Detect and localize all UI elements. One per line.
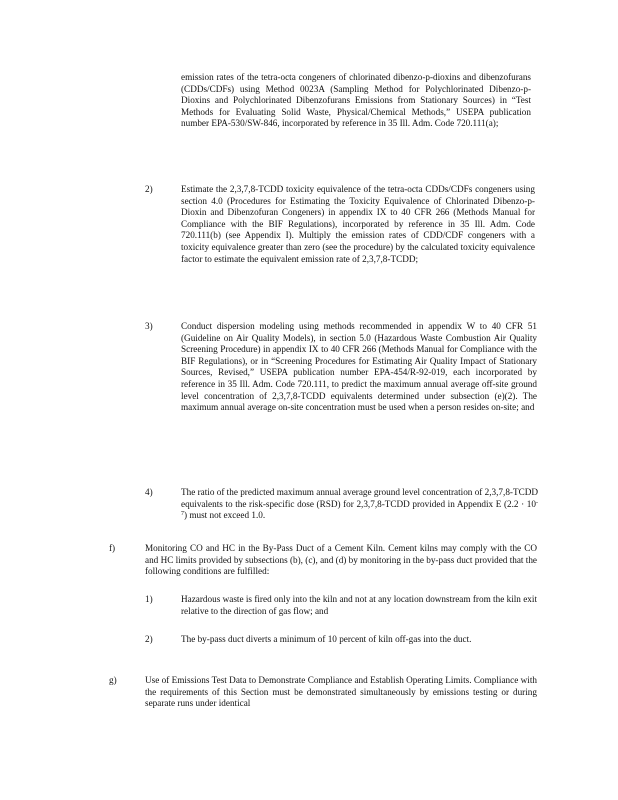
item-2-text: Estimate the 2,3,7,8-TCDD toxicity equivalence of the tetra-octa CDDs/CDFs congeners using section 4.0 (Procedures for Estimating the Toxicity Equivalence of Chlorinated Dibenzo-p-Dioxin and Dibenzofuran Congeners) in appendix IX to 40 CFR 266 (Methods Manual for Compliance with the BIF Regulations), incorporated by reference in 35 Ill. Adm. Code 720.111(b) (see Appendix I). Multiply the emission rates of CDD/CDF congeners with a toxicity equivalence greater than zero (see the procedure) by the calculated toxicity equivalence factor to estimate the equivalent emission rate of 2,3,7,8-TCDD; [181,184,535,264]
item-4-paragraph [181,487,538,522]
item-4-text-after: ) must not exceed 1.0. [184,510,266,521]
section-f-item-1-text: Hazardous waste is fired only into the kiln and not at any location downstream from the kiln exit relative to the direction of gas flow; and [181,594,537,616]
item-3-text: Conduct dispersion modeling using methods recommended in appendix W to 40 CFR 51 (Guideline on Air Quality Models), in section 5.0 (Hazardous Waste Combustion Air Quality Screening Procedure) in appendix IX to 40 CFR 266 (Methods Manual for Compliance with the BIF Regulations), or in “Screening Procedures for Estimating Air Quality Impact of Stationary Sources, Revised,” USEPA publication number EPA-454/R-92-019, each incorporated by reference in 35 Ill. Adm. Code 720.111, to predict the maximum annual average off-site ground level concentration of 2,3,7,8-TCDD equivalents determined under subsection (e)(2). The maximum annual average on-site concentration must be used when a person resides on-site; and [181,321,537,413]
section-f-item-2-text: The by-pass duct diverts a minimum of 10 percent of kiln off-gas into the duct. [181,634,472,644]
item-2-paragraph [181,184,535,265]
item-3-marker: 3) [145,321,153,331]
continuation-text: emission rates of the tetra-octa congeners of chlorinated dibenzo-p-dioxins and dibenzofurans (CDDs/CDFs) using Method 0023A (Sampling Method for Polychlorinated Dibenzo-p-Dioxins and Polychlorinated Dibenzofurans Emissions from Stationary Sources) in “Test Methods for Evaluating Solid Waste, Physical/Chemical Methods,” USEPA publication number EPA-530/SW-846, incorporated by reference in 35 Ill. Adm. Code 720.111(a); [181,72,531,129]
item-2-marker: 2) [145,184,153,194]
item-4-marker: 4) [145,487,153,497]
section-f-text: Monitoring CO and HC in the By-Pass Duct of a Cement Kiln. Cement kilns may comply with the CO and HC limits provided by subsections (b), (c), and (d) by monitoring in the by-pass duct provided that the following conditions are fulfilled: [145,543,537,577]
section-g-marker: g) [109,675,117,685]
item-3-paragraph [181,321,537,414]
section-f-item-2-marker: 2) [145,634,153,644]
continuation-paragraph [181,72,531,130]
section-f-item-2-paragraph [181,634,537,646]
section-g-text: Use of Emissions Test Data to Demonstrate Compliance and Establish Operating Limits. Compliance with the requirements of this Section must be demonstrated simultaneously by emissions testing or during separate runs under identical [145,675,537,709]
section-f-paragraph [145,543,537,578]
item-4-text-before: The ratio of the predicted maximum annual average ground level concentration of 2,3,7,8-TCDD equivalents to the risk-specific dose (RSD) for 2,3,7,8-TCDD provided in Appendix E (2.2 · 10 [181,487,538,509]
section-f-item-1-paragraph [181,594,537,617]
item-4-text [181,487,538,522]
section-g-paragraph [145,675,537,710]
section-f-marker: f) [109,543,116,553]
section-f-item-1-marker: 1) [145,594,153,604]
item-4-exponent: -7 [181,499,538,518]
